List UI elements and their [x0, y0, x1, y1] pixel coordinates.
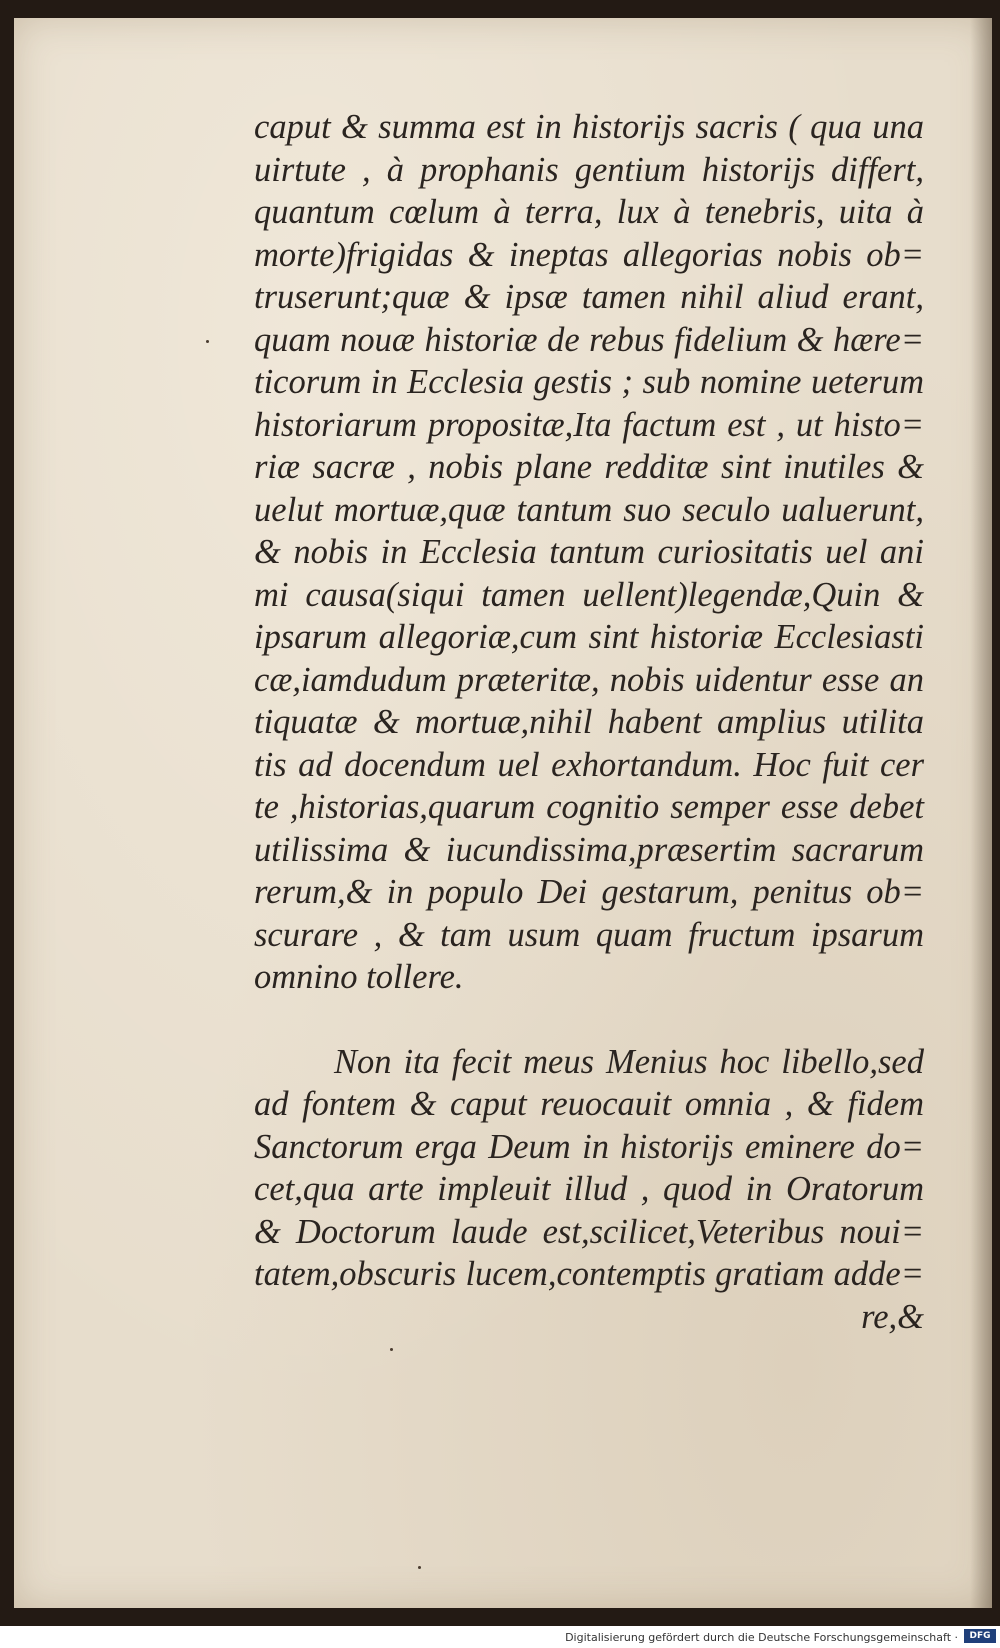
text-line: mi causa(siqui tamen uellent)legendæ,Quin &: [254, 575, 924, 614]
ink-speck: [390, 1348, 393, 1351]
text-line: quam nouæ historiæ de rebus fidelium & hære=: [254, 320, 924, 359]
text-line: cæ,iamdudum præteritæ, nobis uidentur esse an: [254, 660, 924, 699]
text-line: tiquatæ & mortuæ,nihil habent amplius utilita: [254, 703, 924, 741]
paragraph-gap: [254, 999, 924, 1041]
text-line: uelut mortuæ,quæ tantum suo seculo ualuerunt,: [254, 490, 924, 529]
text-line: scurare , & tam usum quam fructum ipsarum: [254, 915, 924, 954]
text-line: ipsarum allegoriæ,cum sint historiæ Ecclesiasti: [254, 618, 924, 656]
text-line: truserunt;quæ & ipsæ tamen nihil aliud erant,: [254, 278, 924, 316]
dfg-logo: DFG: [964, 1629, 996, 1643]
text-line: morte)frigidas & ineptas allegorias nobis ob=: [254, 235, 924, 274]
catchword: re,&: [861, 1297, 924, 1336]
text-line: & nobis in Ecclesia tantum curiositatis uel ani: [254, 533, 924, 571]
text-line: omnino tollere.: [254, 958, 464, 996]
text-line: tis ad docendum uel exhortandum. Hoc fuit cer: [254, 745, 924, 784]
text-line: riæ sacræ , nobis plane redditæ sint inutiles &: [254, 448, 924, 486]
text-line: rerum,& in populo Dei gestarum, penitus ob=: [254, 873, 924, 911]
main-text: [254, 106, 924, 1338]
footer-bar: [0, 1626, 1000, 1648]
text-line: te ,historias,quarum cognitio semper esse debet: [254, 788, 924, 826]
funding-notice: Digitalisierung gefördert durch die Deutsche Forschungsgemeinschaft ·: [565, 1631, 958, 1644]
text-line: & Doctorum laude est,scilicet,Veteribus noui=: [254, 1212, 924, 1251]
text-line: tatem,obscuris lucem,contemptis gratiam adde=: [254, 1255, 924, 1293]
book-page: [14, 18, 992, 1608]
text-line: ticorum in Ecclesia gestis ; sub nomine ueterum: [254, 363, 924, 401]
text-line: cet,qua arte impleuit illud , quod in Oratorum: [254, 1170, 924, 1208]
ink-speck: [418, 1566, 421, 1569]
text-line: uirtute , à prophanis gentium historijs differt,: [254, 150, 924, 189]
text-line: caput & summa est in historijs sacris ( qua una: [254, 108, 924, 146]
text-line: historiarum propositæ,Ita factum est , ut histo=: [254, 405, 924, 444]
text-line: quantum cœlum à terra, lux à tenebris, uita à: [254, 193, 924, 231]
ink-speck: [206, 340, 209, 343]
text-line: Sanctorum erga Deum in historijs eminere do=: [254, 1127, 924, 1166]
text-line: ad fontem & caput reuocauit omnia , & fidem: [254, 1085, 924, 1123]
text-line: utilissima & iucundissima,præsertim sacrarum: [254, 830, 924, 869]
paragraph-first-line: Non ita fecit meus Menius hoc libello,sed: [334, 1042, 924, 1081]
page-edge-shadow: [970, 18, 992, 1608]
